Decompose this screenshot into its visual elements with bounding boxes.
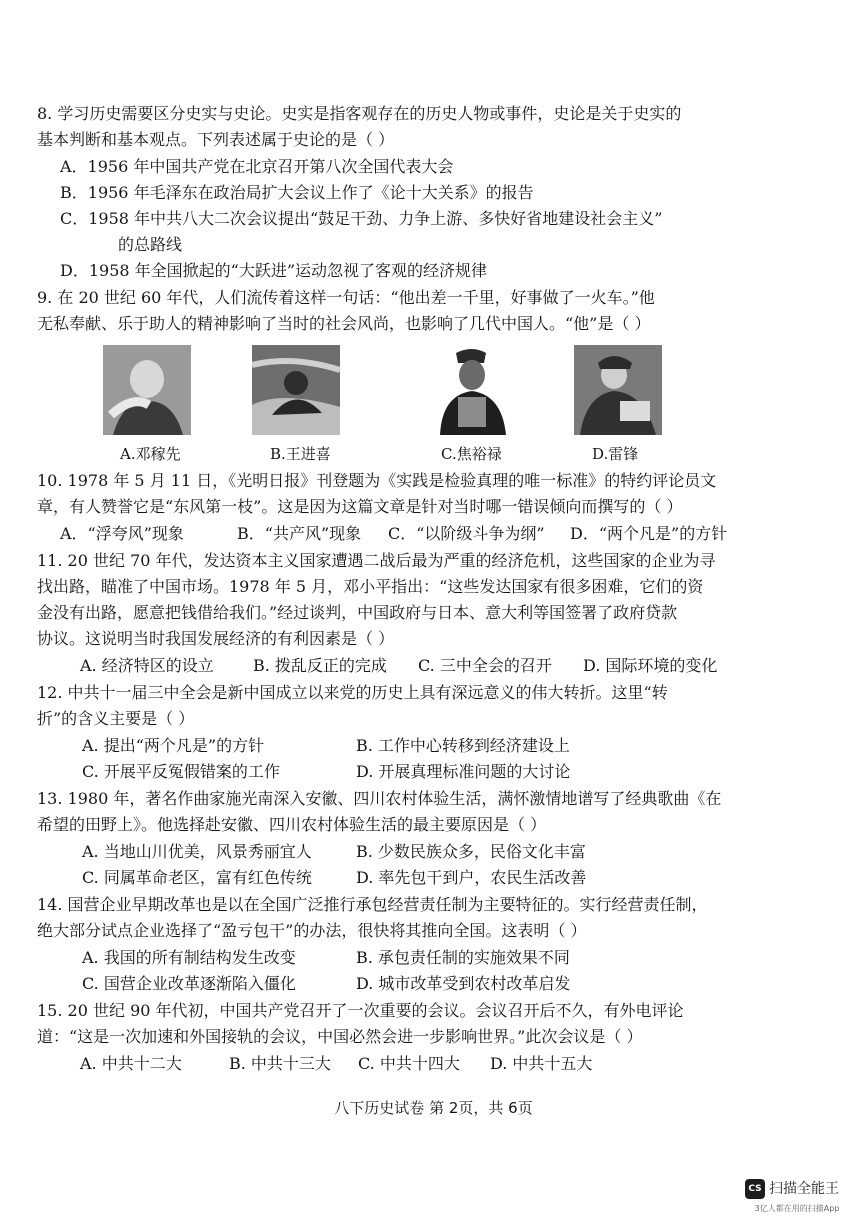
q11-stem-line-4: 协议。这说明当时我国发展经济的有利因素是（ ）: [37, 629, 395, 648]
q12-option-a: A. 提出“两个凡是”的方针: [82, 736, 265, 755]
q8-stem-line-2: 基本判断和基本观点。下列表述属于史论的是（ ）: [37, 130, 395, 149]
q14-option-b: B. 承包责任制的实施效果不同: [356, 948, 570, 967]
q9-caption-c: C.焦裕禄: [441, 445, 502, 463]
q13-stem-line-2: 希望的田野上》。他选择赴安徽、四川农村体验生活的最主要原因是（ ）: [37, 815, 547, 834]
photo-wang-jinxi: [252, 345, 340, 435]
q14-stem-line-1: 14. 国营企业早期改革也是以在全国广泛推行承包经营责任制为主要特征的。实行经营责任制，: [37, 895, 708, 914]
watermark-tagline: 3亿人都在用的扫描App: [754, 1204, 840, 1213]
q11-options: [0, 655, 867, 677]
q14-option-a: A. 我国的所有制结构发生改变: [82, 948, 296, 967]
q13-option-c: C. 同属革命老区，富有红色传统: [82, 868, 312, 887]
q13-stem-line-1: 13. 1980 年，著名作曲家施光南深入安徽、四川农村体验生活，满怀激情地谱写了经典歌曲《在: [37, 789, 722, 808]
q15-stem-line-1: 15. 20 世纪 90 年代初，中国共产党召开了一次重要的会议。会议召开后不久，有外电评论: [37, 1001, 684, 1020]
q9-stem-line-1: 9. 在 20 世纪 60 年代，人们流传着这样一句话：“他出差一千里，好事做了一火车。”他: [37, 288, 655, 307]
q14-option-d: D. 城市改革受到农村改革启发: [356, 974, 571, 993]
q12-stem-line-2: 折”的含义主要是（ ）: [37, 709, 195, 728]
q8-option-b: B．1956 年毛泽东在政治局扩大会议上作了《论十大关系》的报告: [60, 183, 534, 202]
photo-jiao-yulu: [428, 345, 516, 435]
q13-options-row-2: [0, 867, 867, 889]
q9-stem-line-2: 无私奉献、乐于助人的精神影响了当时的社会风尚，也影响了几代中国人。“他”是（ ）: [37, 314, 651, 333]
q9-caption-b: B.王进喜: [270, 445, 331, 463]
q15-option-c: C. 中共十四大: [358, 1054, 460, 1073]
q8-option-a: A．1956 年中国共产党在北京召开第八次全国代表大会: [60, 157, 454, 176]
q12-option-c: C. 开展平反冤假错案的工作: [82, 762, 280, 781]
q10-stem-line-1: 10. 1978 年 5 月 11 日，《光明日报》刊登题为《实践是检验真理的唯一标准》的特约评论员文: [37, 471, 717, 490]
q8-option-c-cont: 的总路线: [118, 235, 183, 254]
q13-option-d: D. 率先包干到户，农民生活改善: [356, 868, 587, 887]
q11-stem-line-3: 金没有出路，愿意把钱借给我们。”经过谈判，中国政府与日本、意大利等国签署了政府贷款: [37, 603, 678, 622]
q15-options: [0, 1053, 867, 1075]
q10-option-b: B．“共产风”现象: [237, 524, 362, 543]
q13-option-b: B. 少数民族众多，民俗文化丰富: [356, 842, 586, 861]
q10-options: [0, 523, 867, 545]
q10-option-c: C．“以阶级斗争为纲”: [388, 524, 545, 543]
q11-option-b: B. 拨乱反正的完成: [253, 656, 387, 675]
q11-stem-line-2: 找出路，瞄准了中国市场。1978 年 5 月，邓小平指出：“这些发达国家有很多困难，它们的资: [37, 577, 704, 596]
photo-deng-jiaxian: [103, 345, 191, 435]
q14-options-row-1: [0, 947, 867, 969]
camscanner-logo-icon: CS: [745, 1179, 765, 1199]
q15-option-b: B. 中共十三大: [229, 1054, 331, 1073]
q13-options-row-1: [0, 841, 867, 863]
q11-option-a: A. 经济特区的设立: [80, 656, 214, 675]
q8-stem-line-1: 8. 学习历史需要区分史实与史论。史实是指客观存在的历史人物或事件，史论是关于史实的: [37, 104, 682, 123]
q15-stem-line-2: 道：“这是一次加速和外国接轨的会议，中国必然会进一步影响世界。”此次会议是（ ）: [37, 1027, 643, 1046]
q14-stem-line-2: 绝大部分试点企业选择了“盈亏包干”的办法，很快将其推向全国。这表明（ ）: [37, 921, 587, 940]
q14-options-row-2: [0, 973, 867, 995]
q12-option-b: B. 工作中心转移到经济建设上: [356, 736, 570, 755]
q11-stem-line-1: 11. 20 世纪 70 年代，发达资本主义国家遭遇二战后最为严重的经济危机，这些国家的企业为寻: [37, 551, 716, 570]
q9-caption-d: D.雷锋: [592, 445, 639, 463]
q11-option-c: C. 三中全会的召开: [418, 656, 552, 675]
q12-option-d: D. 开展真理标准问题的大讨论: [356, 762, 571, 781]
q12-options-row-2: [0, 761, 867, 783]
q9-caption-a: A.邓稼先: [120, 445, 181, 463]
q10-stem-line-2: 章，有人赞誉它是“东风第一枝”。这是因为这篇文章是针对当时哪一错误倾向而撰写的（ ）: [37, 497, 683, 516]
page-footer: 八下历史试卷 第 2页，共 6页: [334, 1099, 533, 1117]
q13-option-a: A. 当地山川优美，风景秀丽宜人: [82, 842, 312, 861]
watermark-app-name: 扫描全能王: [769, 1181, 839, 1197]
q12-options-row-1: [0, 735, 867, 757]
q8-option-c: C．1958 年中共八大二次会议提出“鼓足干劲、力争上游、多快好省地建设社会主义”: [60, 209, 663, 228]
q8-option-d: D．1958 年全国掀起的“大跃进”运动忽视了客观的经济规律: [60, 261, 487, 280]
q11-option-d: D. 国际环境的变化: [583, 656, 718, 675]
q10-option-a: A．“浮夸风”现象: [60, 524, 184, 543]
q15-option-a: A. 中共十二大: [80, 1054, 182, 1073]
q10-option-d: D．“两个凡是”的方针: [570, 524, 728, 543]
q14-option-c: C. 国营企业改革逐渐陷入僵化: [82, 974, 296, 993]
scanner-watermark: [737, 1175, 857, 1221]
photo-lei-feng: [574, 345, 662, 435]
q15-option-d: D. 中共十五大: [490, 1054, 593, 1073]
q12-stem-line-1: 12. 中共十一届三中全会是新中国成立以来党的历史上具有深远意义的伟大转折。这里“转: [37, 683, 668, 702]
